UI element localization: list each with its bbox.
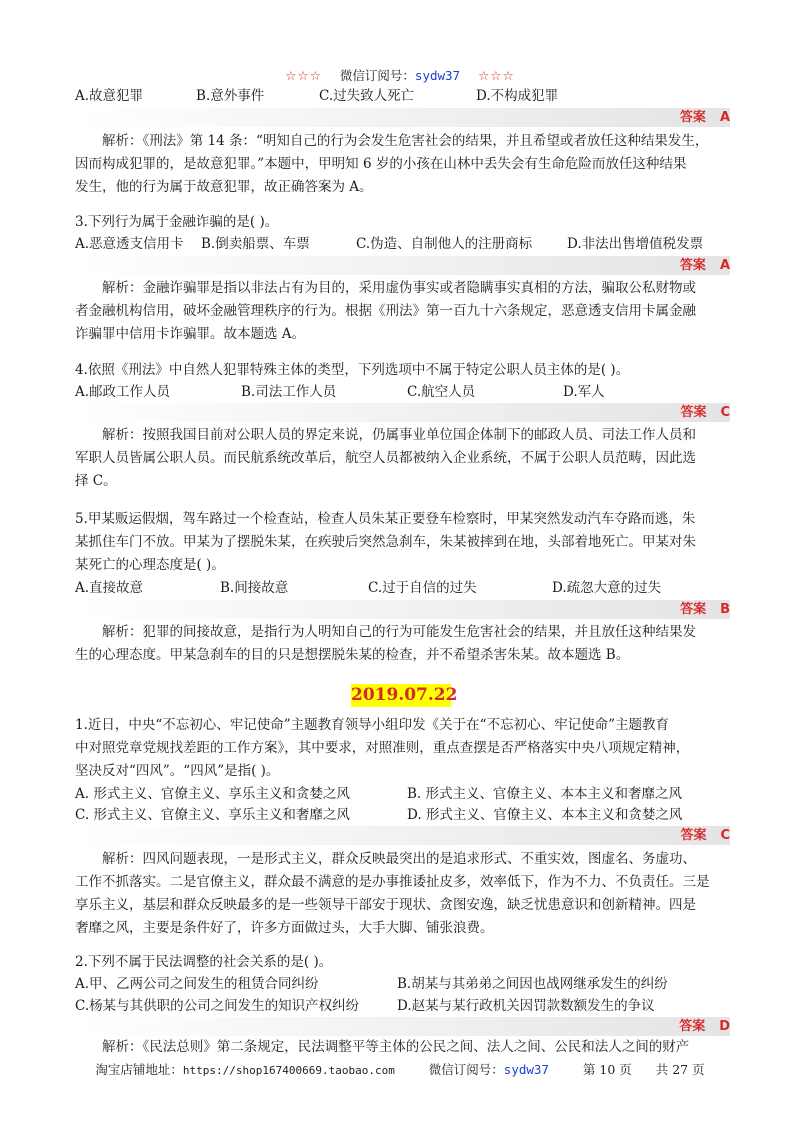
- answer-bar: [75, 1017, 730, 1036]
- analysis-line: 享乐主义，基层和群众反映最多的是一些领导干部安于现状、贪图安逸，缺乏忧患意识和创新精神。四是: [75, 897, 696, 913]
- option-c: C.航空人员: [407, 384, 476, 400]
- option-b: B.间接故意: [220, 580, 289, 596]
- analysis-line: 解析：《民法总则》第二条规定，民法调整平等主体的公民之间、法人之间、公民和法人之间的财产: [102, 1039, 690, 1055]
- question-options: [75, 382, 731, 402]
- answer-bar: [75, 403, 730, 422]
- answer-value: D: [719, 1019, 730, 1034]
- question-options: [75, 234, 731, 254]
- question-stem: 坚决反对“四风”。“四风”是指( )。: [75, 763, 280, 779]
- answer-bar: [75, 600, 730, 619]
- option-d: D.非法出售增值税发票: [567, 236, 704, 252]
- shop-url-link[interactable]: https://shop167400669.taobao.com: [182, 1064, 395, 1077]
- option-a: A.故意犯罪: [75, 88, 144, 104]
- analysis-line: 发生，他的行为属于故意犯罪，故正确答案为 A。: [75, 179, 373, 195]
- wechat-label: 微信订阅号：: [339, 68, 415, 83]
- answer-label: 答案: [680, 602, 707, 617]
- answer-label: 答案: [680, 828, 707, 843]
- question-options: [75, 578, 731, 598]
- question-options: [75, 996, 731, 1016]
- option-a: A.直接故意: [75, 580, 144, 596]
- option-b: B.胡某与其弟弟之间因也战网继承发生的纠纷: [397, 976, 668, 992]
- answer-value: A: [719, 258, 730, 273]
- option-d: D.军人: [563, 384, 605, 400]
- question-stem: 中对照党章党规找差距的工作方案》，其中要求，对照准则，重点查摆是否严格落实中央八项规定精神，: [75, 740, 690, 756]
- answer-bar: [75, 256, 730, 275]
- answer-bar: [75, 826, 730, 845]
- analysis-line: 军职人员皆属公职人员。而民航系统改革后，航空人员都被纳入企业系统，不属于公职人员范畴，因此选: [75, 450, 696, 466]
- answer-label: 答案: [679, 1019, 706, 1034]
- answer-label: 答案: [679, 258, 706, 273]
- footer-wechat-label: 微信订阅号：: [428, 1062, 504, 1077]
- question-stem: 2.下列不属于民法调整的社会关系的是( )。: [75, 954, 333, 970]
- analysis-line: 因而构成犯罪的，是故意犯罪。”本题中，甲明知 6 岁的小孩在山林中丢失会有生命危险而放任这种结果: [75, 156, 687, 172]
- analysis-line: 工作不抓落实。二是官僚主义，群众最不满意的是办事推诿扯皮多，效率低下，作为不力、不负责任。三是: [75, 874, 710, 890]
- page-number: 第 10 页: [582, 1062, 632, 1077]
- analysis-line: 择 C。: [75, 473, 117, 489]
- date-heading: 2019.07.22: [351, 685, 458, 705]
- footer-wechat-id: sydw37: [503, 1062, 549, 1077]
- shop-label: 淘宝店铺地址：: [95, 1062, 183, 1077]
- option-c: C.杨某与其供职的公司之间发生的知识产权纠纷: [75, 998, 360, 1014]
- option-d: D.不构成犯罪: [476, 88, 559, 104]
- question-stem: 某死亡的心理态度是( )。: [75, 557, 225, 573]
- question-stem: 4.依照《刑法》中自然人犯罪特殊主体的类型，下列选项中不属于特定公职人员主体的是( )。: [75, 362, 630, 378]
- option-c: C. 形式主义、官僚主义、享乐主义和奢靡之风: [75, 807, 350, 823]
- analysis-line: 解析：金融诈骗罪是指以非法占有为目的，采用虚伪事实或者隐瞒事实真相的方法，骗取公私财物或: [102, 280, 696, 296]
- star-decoration-left: ☆☆☆: [285, 68, 322, 83]
- question-options: [75, 805, 731, 825]
- analysis-line: 解析：犯罪的间接故意，是指行为人明知自己的行为可能发生危害社会的结果，并且放任这种结果发: [102, 624, 696, 640]
- question-stem: 3.下列行为属于金融诈骗的是( )。: [75, 214, 279, 230]
- analysis-line: 解析：《刑法》第 14 条：“明知自己的行为会发生危害社会的结果，并且希望或者放任这种结果发生，: [102, 133, 709, 149]
- question-stem: 5.甲某贩运假烟，驾车路过一个检查站，检查人员朱某正要登车检察时，甲某突然发动汽车夺路而逃，朱: [75, 511, 696, 527]
- option-a: A.甲、乙两公司之间发生的租赁合同纠纷: [75, 976, 319, 992]
- option-b: B.司法工作人员: [241, 384, 337, 400]
- option-c: C.伪造、自制他人的注册商标: [356, 236, 533, 252]
- option-b: B.意外事件: [196, 88, 265, 104]
- analysis-line: 解析：四风问题表现，一是形式主义，群众反映最突出的是追求形式、不重实效，图虚名、务虚功、: [102, 851, 696, 867]
- option-c: C.过于自信的过失: [368, 580, 477, 596]
- analysis-line: 诈骗罪中信用卡诈骗罪。故本题选 A。: [75, 326, 306, 342]
- star-decoration-right: ☆☆☆: [478, 68, 515, 83]
- option-a: A.恶意透支信用卡: [75, 236, 184, 252]
- option-b: B. 形式主义、官僚主义、本本主义和奢靡之风: [407, 786, 683, 802]
- answer-value: B: [720, 602, 730, 617]
- option-a: A. 形式主义、官僚主义、享乐主义和贪婪之风: [75, 786, 350, 802]
- page-header: [0, 66, 800, 84]
- option-d: D.疏忽大意的过失: [552, 580, 662, 596]
- question-stem: 某抓住车门不放。甲某为了摆脱朱某，在疾驶后突然急刹车，朱某被摔到在地，头部着地死亡。甲某对朱: [75, 534, 696, 550]
- answer-value: C: [720, 405, 730, 420]
- option-a: A.邮政工作人员: [75, 384, 171, 400]
- answer-label: 答案: [679, 110, 706, 125]
- analysis-line: 生的心理态度。甲某急刹车的目的只是想摆脱朱某的检查，并不希望杀害朱某。故本题选 B。: [75, 647, 630, 663]
- question-options: [75, 86, 731, 106]
- question-stem: 1.近日，中央“不忘初心、牢记使命”主题教育领导小组印发《关于在“不忘初心、牢记使命”主题教育: [75, 717, 669, 733]
- question-options: [75, 974, 731, 994]
- page-footer: [0, 1060, 800, 1078]
- option-c: C.过失致人死亡: [319, 88, 415, 104]
- answer-value: A: [719, 110, 730, 125]
- option-b: B.倒卖船票、车票: [201, 236, 310, 252]
- answer-label: 答案: [680, 405, 707, 420]
- question-options: [75, 784, 731, 804]
- wechat-id: sydw37: [414, 68, 461, 83]
- answer-bar: [75, 108, 730, 127]
- analysis-line: 解析：按照我国目前对公职人员的界定来说，仍属事业单位国企体制下的邮政人员、司法工作人员和: [102, 427, 696, 443]
- option-d: D. 形式主义、官僚主义、本本主义和贪婪之风: [407, 807, 683, 823]
- analysis-line: 奢靡之风，主要是条件好了，许多方面做过头，大手大脚、铺张浪费。: [75, 920, 494, 936]
- option-d: D.赵某与某行政机关因罚款数额发生的争议: [397, 998, 655, 1014]
- answer-value: C: [720, 828, 730, 843]
- analysis-line: 者金融机构信用，破坏金融管理秩序的行为。根据《刑法》第一百九十六条规定，恶意透支信用卡属金融: [75, 303, 696, 319]
- page-total: 共 27 页: [655, 1062, 705, 1077]
